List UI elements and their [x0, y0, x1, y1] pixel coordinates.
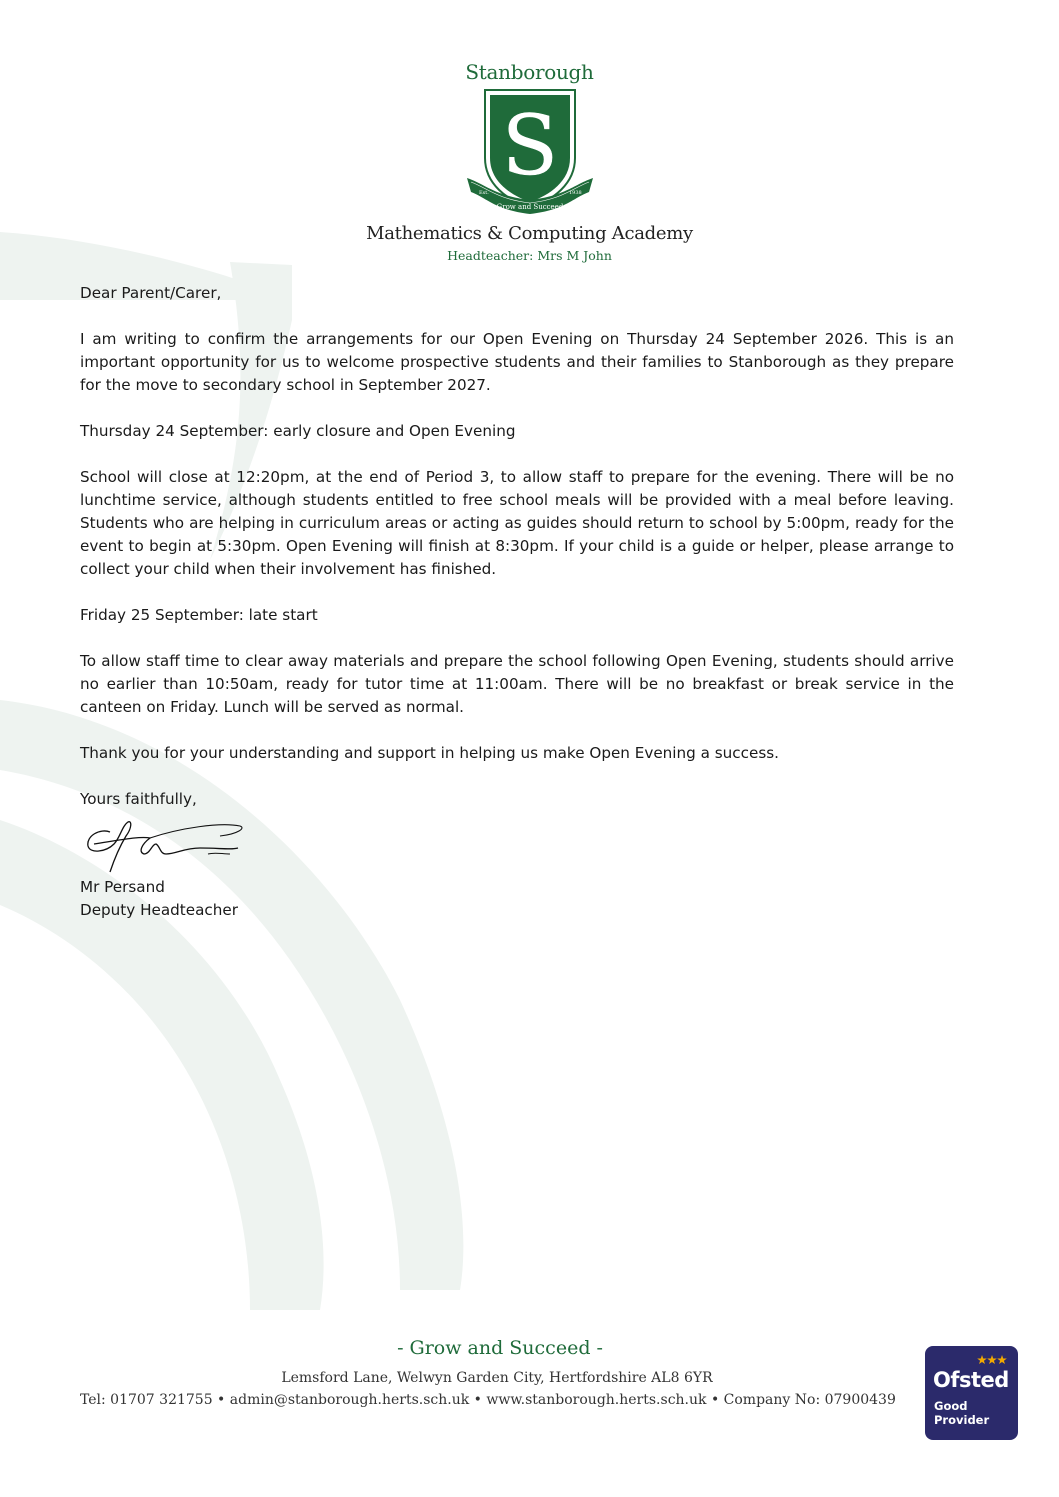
footer-address: Lemsford Lane, Welwyn Garden City, Hertfordshire AL8 6YR: [281, 1370, 713, 1386]
footer-motto: - Grow and Succeed -: [397, 1337, 603, 1359]
letter-body: [80, 282, 954, 922]
paragraph-friday: To allow staff time to clear away materials and prepare the school following Open Evening, students should arrive no earlier than 10:50am, ready for tutor time at 11:00am. There will be no breakfast or break service in the canteen on Friday. Lunch will be served as normal.: [80, 652, 954, 716]
crest-year-text: 1938: [568, 190, 582, 196]
ofsted-good-provider-badge: [925, 1346, 1018, 1440]
signer-title: Deputy Headteacher: [80, 901, 238, 919]
ofsted-rating-line2: Provider: [934, 1413, 990, 1427]
ofsted-rating: [934, 1399, 989, 1427]
heading-friday: Friday 25 September: late start: [80, 606, 318, 624]
svg-text:S: S: [501, 99, 558, 194]
salutation: Dear Parent/Carer,: [80, 284, 222, 302]
academy-name: Mathematics & Computing Academy: [366, 223, 693, 244]
school-crest-logo: [465, 88, 595, 216]
ofsted-logo-text: Ofsted: [933, 1368, 1009, 1392]
signer-name: Mr Persand: [80, 878, 165, 896]
paragraph-thursday: School will close at 12:20pm, at the end of Period 3, to allow staff to prepare for the evening. There will be no lunchtime service, although students entitled to free school meals will be provided with a meal before leaving. Students who are helping in curriculum areas or acting as guides should return to school by 5:00pm, ready for the event to begin at 5:30pm. Open Evening will finish at 8:30pm. If your child is a guide or helper, please arrange to collect your child when their involvement has finished.: [80, 468, 954, 578]
crest-motto-text: Grow and Succeed: [496, 203, 563, 211]
headteacher-line: Headteacher: Mrs M John: [447, 248, 612, 263]
heading-thursday: Thursday 24 September: early closure and Open Evening: [80, 422, 516, 440]
crest-est-text: Est.: [478, 190, 489, 196]
ofsted-rating-line1: Good: [934, 1399, 968, 1413]
closing: Yours faithfully,: [80, 790, 197, 808]
paragraph-intro: I am writing to confirm the arrangements for our Open Evening on Thursday 24 September 2026. This is an important opportunity for us to welcome prospective students and their families to Stanborough as they prepare for the move to secondary school in September 2027.: [80, 330, 954, 394]
footer-contact-line: Tel: 01707 321755 • admin@stanborough.herts.sch.uk • www.stanborough.herts.sch.uk • Company No: 07900439: [80, 1392, 896, 1408]
school-name: Stanborough: [465, 60, 594, 84]
letterhead: [0, 58, 1059, 266]
handwritten-signature: [80, 814, 250, 876]
paragraph-thanks: Thank you for your understanding and support in helping us make Open Evening a success.: [80, 744, 779, 762]
